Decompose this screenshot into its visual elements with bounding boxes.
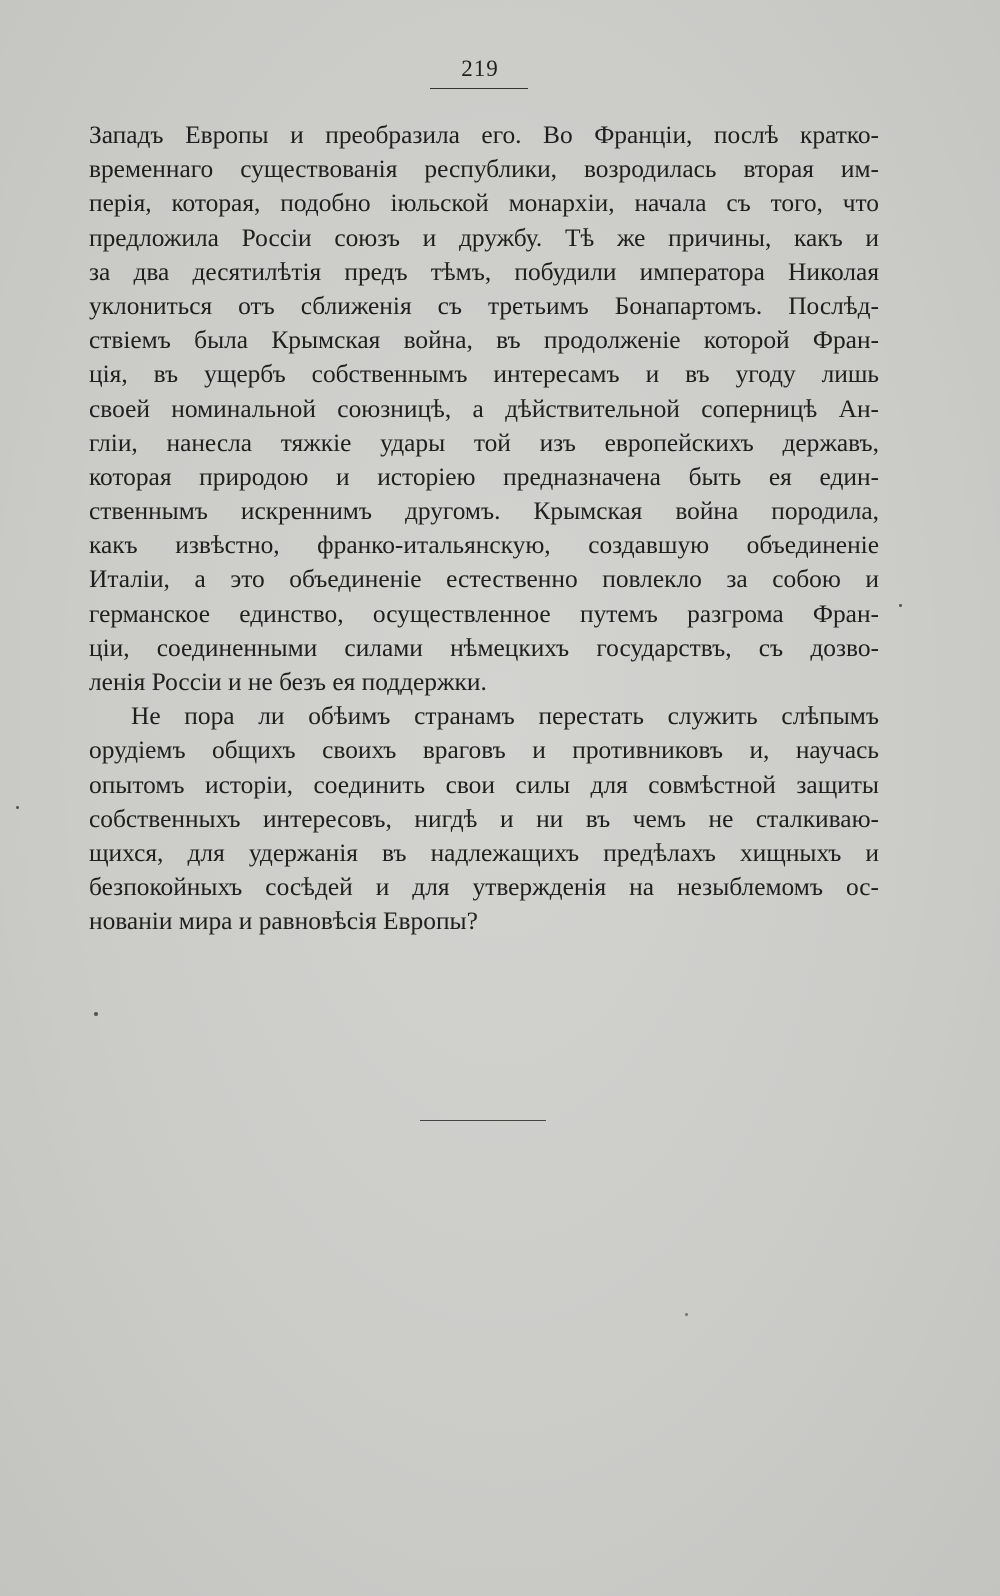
text-line: гліи, нанесла тяжкіе удары той изъ европейскихъ державъ,	[89, 428, 879, 457]
text-line: своей номинальной союзницѣ, а дѣйствительной соперницѣ Ан-	[89, 394, 879, 423]
text-line: временнаго существованія республики, возродилась вторая им-	[89, 155, 879, 184]
text-line: за два десятилѣтія предъ тѣмъ, побудили императора Николая	[89, 257, 879, 286]
text-line: ція, въ ущербъ собственнымъ интересамъ и въ угоду лишь	[89, 360, 879, 389]
text-line: какъ извѣстно, франко-итальянскую, создавшую объединеніе	[89, 531, 879, 560]
ink-speck	[16, 806, 19, 809]
text-line: ствіемъ была Крымская война, въ продолженіе которой Фран-	[89, 326, 879, 355]
text-line: орудіемъ общихъ своихъ враговъ и противниковъ и, научась	[89, 736, 879, 765]
ink-speck	[94, 1012, 98, 1016]
header-rule	[430, 88, 528, 89]
ink-speck	[899, 604, 902, 607]
text-line: Не пора ли обѣимъ странамъ перестать служить слѣпымъ	[131, 702, 879, 731]
text-line: безпокойныхъ сосѣдей и для утвержденія на незыблемомъ ос-	[89, 873, 879, 902]
text-line: собственныхъ интересовъ, нигдѣ и ни въ чемъ не сталкиваю-	[89, 804, 879, 833]
ink-speck	[685, 1313, 688, 1316]
page-number: 219	[461, 56, 499, 81]
body-text	[89, 118, 879, 939]
text-line: Западъ Европы и преобразила его. Во Франціи, послѣ кратко-	[89, 121, 879, 149]
text-line: ціи, соединенными силами нѣмецкихъ государствъ, съ дозво-	[89, 633, 879, 662]
end-rule	[420, 1120, 546, 1121]
text-line: перія, которая, подобно іюльской монархіи, начала съ того, что	[89, 189, 879, 218]
text-line: которая природою и исторіею предназначена быть ея един-	[89, 462, 879, 491]
text-line: германское единство, осуществленное путемъ разгрома Фран-	[89, 599, 879, 628]
text-line: Италіи, а это объединеніе естественно повлекло за собою и	[89, 565, 879, 594]
text-line: уклониться отъ сближенія съ третьимъ Бонапартомъ. Послѣд-	[89, 291, 879, 320]
text-line: ственнымъ искреннимъ другомъ. Крымская война породила,	[89, 497, 879, 526]
text-line: щихся, для удержанія въ надлежащихъ предѣлахъ хищныхъ и	[89, 838, 879, 867]
text-line: опытомъ исторіи, соединить свои силы для совмѣстной защиты	[89, 770, 879, 799]
text-line: предложила Россіи союзъ и дружбу. Тѣ же причины, какъ и	[89, 223, 879, 252]
text-line: нованіи мира и равновѣсія Европы?	[89, 907, 478, 936]
text-line: ленія Россіи и не безъ ея поддержки.	[89, 668, 487, 696]
